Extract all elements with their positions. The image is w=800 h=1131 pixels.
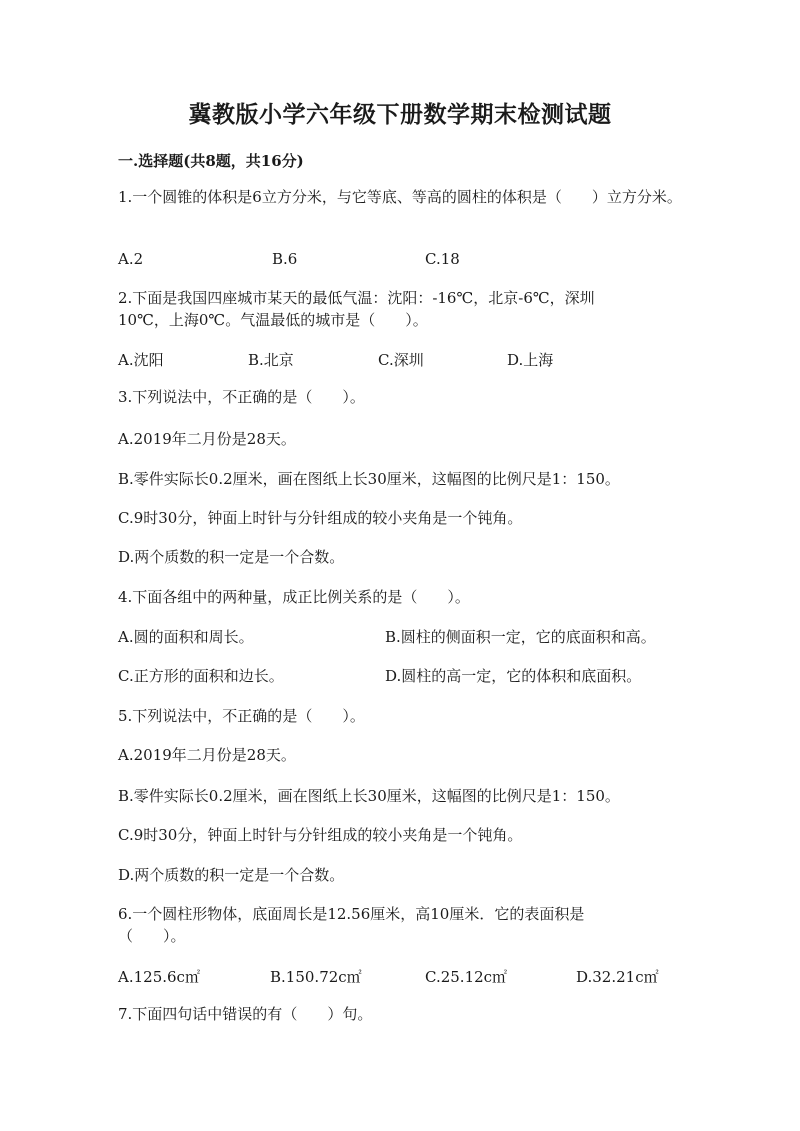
question-2-option-b: B.北京 bbox=[248, 351, 294, 369]
question-6-option-d: D.32.21c㎡ bbox=[576, 968, 659, 986]
question-5-text: 5.下列说法中，不正确的是（ ）。 bbox=[118, 707, 365, 725]
question-4-text: 4.下面各组中的两种量，成正比例关系的是（ ）。 bbox=[118, 588, 470, 606]
question-3-option-a: A.2019年二月份是28天。 bbox=[118, 430, 296, 448]
question-6-option-b: B.150.72c㎡ bbox=[270, 968, 362, 986]
question-3-option-c: C.9时30分，钟面上时针与分针组成的较小夹角是一个钝角。 bbox=[118, 509, 523, 527]
question-4-option-b: B.圆柱的侧面积一定，它的底面积和高。 bbox=[385, 628, 656, 646]
question-2-text: 2.下面是我国四座城市某天的最低气温：沈阳：-16℃，北京-6℃，深圳10℃，上海0℃。气温最低的城市是（ ）。 bbox=[118, 289, 595, 329]
question-1-text: 1.一个圆锥的体积是6立方分米，与它等底、等高的圆柱的体积是（ ）立方分米。 bbox=[118, 188, 682, 206]
question-6-option-c: C.25.12c㎡ bbox=[425, 968, 508, 986]
question-5-option-c: C.9时30分，钟面上时针与分针组成的较小夹角是一个钝角。 bbox=[118, 826, 523, 844]
question-6-text: 6.一个圆柱形物体，底面周长是12.56厘米，高10厘米．它的表面积是（ ）。 bbox=[118, 905, 585, 945]
question-7-text: 7.下面四句话中错误的有（ ）句。 bbox=[118, 1005, 373, 1023]
question-4-option-c: C.正方形的面积和边长。 bbox=[118, 667, 284, 685]
question-3-option-d: D.两个质数的积一定是一个合数。 bbox=[118, 548, 345, 566]
section-heading: 一.选择题(共8题，共16分) bbox=[118, 152, 304, 170]
question-4-option-a: A.圆的面积和周长。 bbox=[118, 628, 254, 646]
question-5-option-a: A.2019年二月份是28天。 bbox=[118, 746, 296, 764]
question-5-option-d: D.两个质数的积一定是一个合数。 bbox=[118, 866, 345, 884]
question-5-option-b: B.零件实际长0.2厘米，画在图纸上长30厘米，这幅图的比例尺是1：150。 bbox=[118, 787, 620, 805]
question-1-option-b: B.6 bbox=[272, 250, 298, 268]
question-2-option-d: D.上海 bbox=[507, 351, 554, 369]
question-3-text: 3.下列说法中，不正确的是（ ）。 bbox=[118, 388, 365, 406]
question-2-option-a: A.沈阳 bbox=[118, 351, 164, 369]
question-4-option-d: D.圆柱的高一定，它的体积和底面积。 bbox=[385, 667, 642, 685]
question-2-option-c: C.深圳 bbox=[378, 351, 424, 369]
page-title: 冀教版小学六年级下册数学期末检测试题 bbox=[188, 101, 612, 128]
question-1-option-c: C.18 bbox=[425, 250, 460, 268]
question-1-option-a: A.2 bbox=[118, 250, 144, 268]
question-3-option-b: B.零件实际长0.2厘米，画在图纸上长30厘米，这幅图的比例尺是1：150。 bbox=[118, 470, 620, 488]
question-6-option-a: A.125.6c㎡ bbox=[118, 968, 200, 986]
